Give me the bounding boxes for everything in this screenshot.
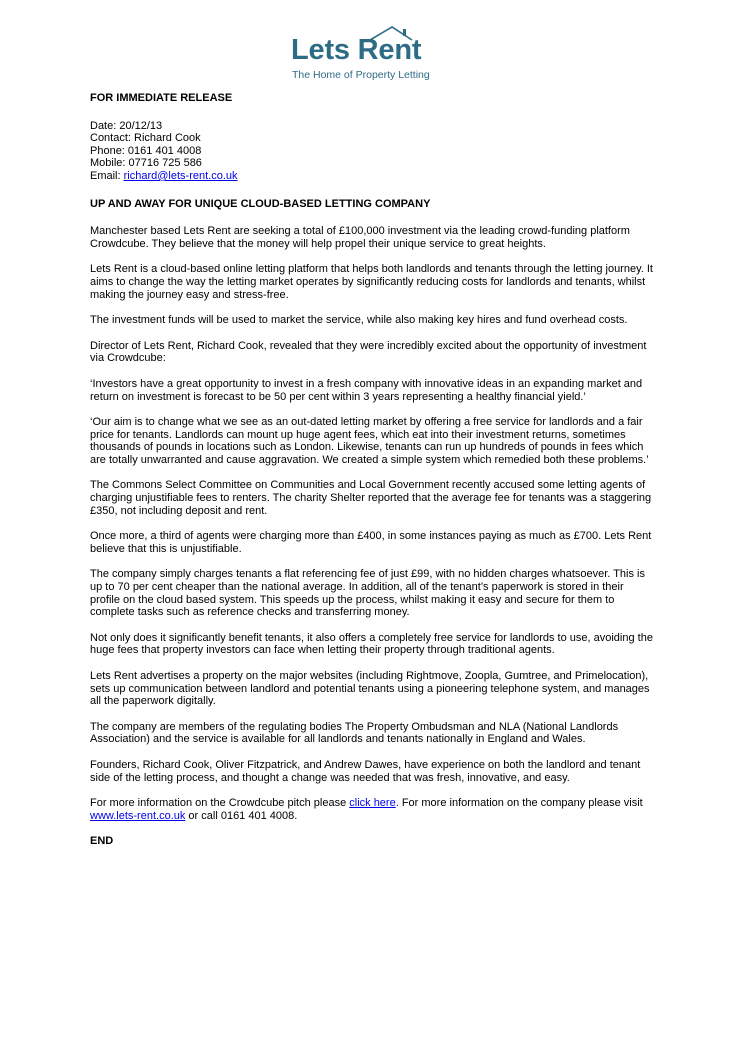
crowdcube-pitch-link[interactable]: click here [349,797,396,810]
logo-wordmark: Lets Rent [291,34,422,66]
logo-tagline: The Home of Property Letting [292,69,430,81]
more-info-paragraph [90,797,655,822]
release-date: Date: 20/12/13 [90,119,163,132]
paragraph: Once more, a third of agents were charging more than £400, in some instances paying as much as £700. Lets Rent believe that this is unjustifiable. [90,530,652,555]
press-release-body [90,92,655,861]
lets-rent-logo [290,26,450,84]
release-label: FOR IMMEDIATE RELEASE [90,92,233,104]
email-label: Email: [90,169,124,182]
website-link[interactable]: www.lets-rent.co.uk [90,809,186,822]
contact-phone: Phone: 0161 401 4008 [90,144,202,157]
email-link[interactable]: richard@lets-rent.co.uk [123,169,238,182]
contact-mobile: Mobile: 07716 725 586 [90,157,202,170]
quote-paragraph: ‘Investors have a great opportunity to invest in a fresh company with innovative ideas in an expanding market and return on investment is forecast to be 50 per cent within 3 years representing a healthy financial yield.’ [90,377,643,403]
more-info-text-2: . For more information on the company please visit [395,797,643,810]
contact-email [90,170,655,183]
paragraph: The investment funds will be used to market the service, while also making key hires and fund overhead costs. [90,314,628,327]
end-label: END [90,835,114,848]
contact-block [90,120,655,183]
paragraph: The company simply charges tenants a flat referencing fee of just £99, with no hidden charges whatsoever. This is up to 70 per cent cheaper than the national average. In addition, all of the tenant’s paperwork is stored in their profile on the cloud based system. This speeds up the process, whilst making it easy and secure for them to complete tasks such as reference checks and transferring money. [90,568,645,619]
paragraph: The Commons Select Committee on Communities and Local Government recently accused some letting agents of charging unjustifiable fees to renters. The charity Shelter reported that the average fee for tenants was a staggering £350, not including deposit and rent. [90,479,652,517]
paragraph: The company are members of the regulating bodies The Property Ombudsman and NLA (National Landlords Association) and the service is available for all landlords and tenants nationally in England and Wales. [90,720,619,746]
paragraph: Lets Rent advertises a property on the major websites (including Rightmove, Zoopla, Gumtree, and Primelocation), sets up communication between landlord and potential tenants using a pioneering telephone system, and manages all the paperwork digitally. [90,670,650,708]
paragraph: Founders, Richard Cook, Oliver Fitzpatrick, and Andrew Dawes, have experience on both the landlord and tenant side of the letting process, and thought a change was needed that was fresh, innovative, and easy. [90,758,641,784]
paragraph: Lets Rent is a cloud-based online letting platform that helps both landlords and tenants through the letting journey. It aims to change the way the letting market operates by significantly reducing costs for landlords and tenants, whilst making the journey easy and stress-free. [90,263,653,301]
headline: UP AND AWAY FOR UNIQUE CLOUD-BASED LETTING COMPANY [90,197,431,210]
contact-name: Contact: Richard Cook [90,132,201,145]
paragraph: Manchester based Lets Rent are seeking a total of £100,000 investment via the leading crowd-funding platform Crowdcube. They believe that the money will help propel their unique service to great heights. [90,225,630,250]
more-info-text-3: or call 0161 401 4008. [185,809,298,822]
more-info-text-1: For more information on the Crowdcube pitch please [90,797,350,810]
paragraph: Not only does it significantly benefit tenants, it also offers a completely free service for landlords to use, avoiding the huge fees that property investors can face when letting their property through traditional agents. [90,631,653,657]
paragraph: Director of Lets Rent, Richard Cook, revealed that they were incredibly excited about the opportunity of investment via Crowdcube: [90,339,647,365]
quote-paragraph: ‘Our aim is to change what we see as an out-dated letting market by offering a free service for landlords and a fair price for tenants. Landlords can mount up huge agent fees, which eat into their investment returns, sometimes thousands of pounds in locations such as London. Likewise, tenants can run up hundreds of pounds in fees which are totally unwarranted and cause aggravation. We created a simple system which remedied both these problems.’ [90,416,649,466]
